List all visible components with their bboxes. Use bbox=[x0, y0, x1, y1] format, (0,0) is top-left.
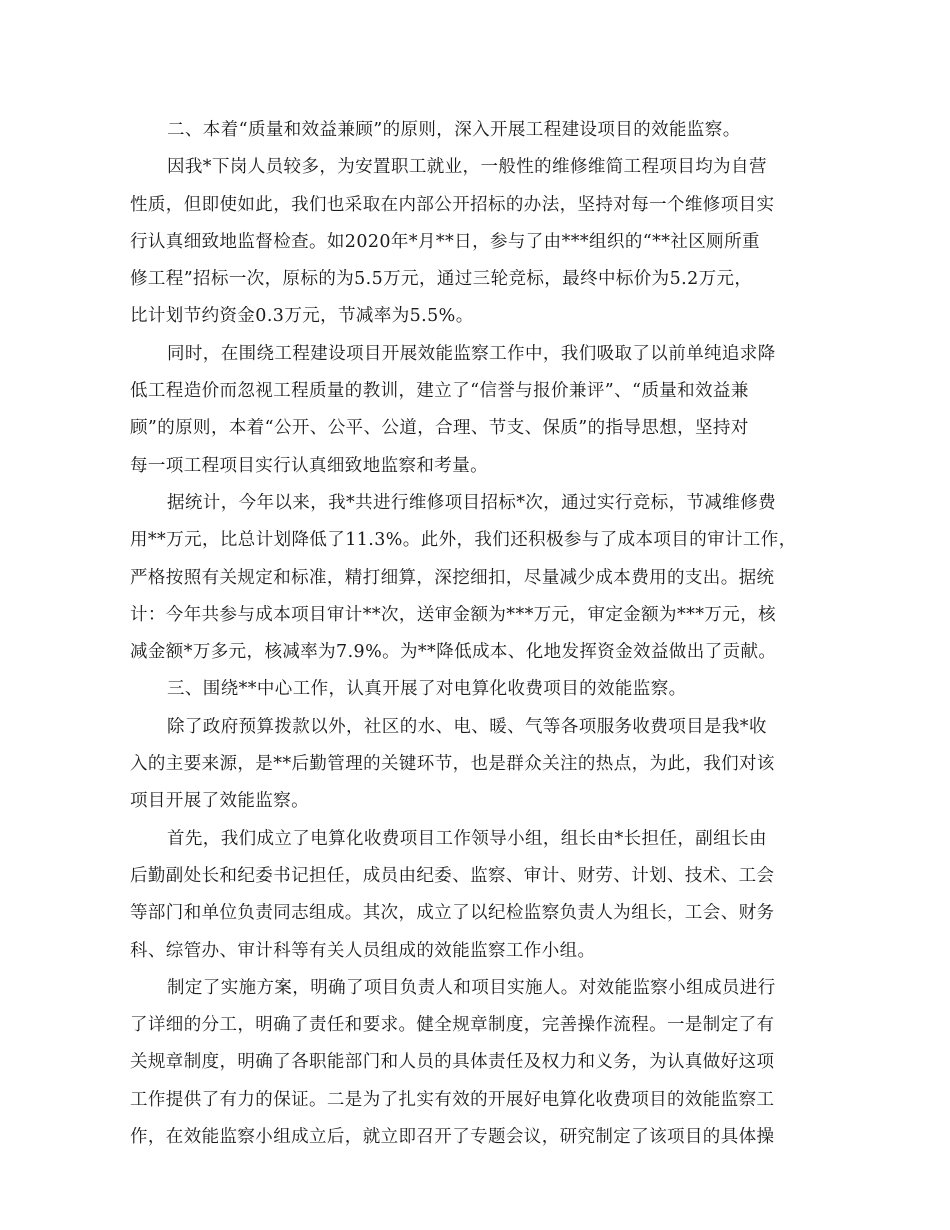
text-line: 项目开展了效能监察。 bbox=[130, 791, 309, 812]
text-line: 减金额*万多元，核减率为7.9%。为**降低成本、化地发挥资金效益做出了贡献。 bbox=[130, 642, 777, 663]
text-line: 每一项工程项目实行认真细致地监察和考量。 bbox=[130, 455, 488, 476]
text-line: 据统计，今年以来，我*共进行维修项目招标*次，通过实行竞标，节减维修费 bbox=[167, 492, 776, 513]
text-line: 行认真细致地监督检查。如2020年*月**日，参与了由***组织的“**社区厕所重 bbox=[130, 231, 760, 252]
text-line: 作，在效能监察小组成立后，就立即召开了专题会议，研究制定了该项目的具体操 bbox=[130, 1127, 775, 1148]
text-line: 首先，我们成立了电算化收费项目工作领导小组，组长由*长担任，副组长由 bbox=[167, 828, 767, 849]
text-line: 入的主要来源，是**后勤管理的关键环节，也是群众关注的热点，为此，我们对该 bbox=[130, 754, 775, 775]
text-line: 二、本着“质量和效益兼顾”的原则，深入开展工程建设项目的效能监察。 bbox=[167, 120, 741, 140]
text-line: 修工程”招标一次，原标的为5.5万元，通过三轮竞标，最终中标价为5.2万元， bbox=[130, 269, 753, 290]
text-line: 计：今年共参与成本项目审计**次，送审金额为***万元，审定金额为***万元，核 bbox=[130, 604, 776, 625]
text-line: 除了政府预算拨款以外，社区的水、电、暖、气等各项服务收费项目是我*收 bbox=[167, 716, 767, 737]
text-line: 顾”的原则，本着“公开、公平、公道，合理、节支、保质”的指导思想，坚持对 bbox=[130, 418, 749, 439]
text-line: 严格按照有关规定和标准，精打细算，深挖细扣，尽量减少成本费用的支出。据统 bbox=[130, 567, 775, 588]
text-line: 等部门和单位负责同志组成。其次，成立了以纪检监察负责人为组长，工会、财务 bbox=[130, 903, 775, 924]
text-line: 后勤副处长和纪委书记担任，成员由纪委、监察、审计、财劳、计划、技术、工会 bbox=[130, 865, 775, 886]
text-line: 三、围绕**中心工作，认真开展了对电算化收费项目的效能监察。 bbox=[167, 679, 687, 700]
text-line: 同时，在围绕工程建设项目开展效能监察工作中，我们吸取了以前单纯追求降 bbox=[167, 343, 776, 364]
document-body bbox=[130, 112, 820, 1156]
text-line: 了详细的分工，明确了责任和要求。健全规章制度，完善操作流程。一是制定了有 bbox=[130, 1015, 775, 1036]
text-line: 关规章制度，明确了各职能部门和人员的具体责任及权力和义务，为认真做好这项 bbox=[130, 1052, 775, 1073]
text-line: 用**万元，比总计划降低了11.3%。此外，我们还积极参与了成本项目的审计工作， bbox=[130, 530, 797, 551]
text-line: 因我*下岗人员较多，为安置职工就业，一般性的维修维简工程项目均为自营 bbox=[167, 157, 767, 178]
text-line: 低工程造价而忽视工程质量的教训，建立了“信誉与报价兼评”、“质量和效益兼 bbox=[130, 381, 749, 402]
text-line: 性质，但即使如此，我们也采取在内部公开招标的办法，坚持对每一个维修项目实 bbox=[130, 194, 775, 215]
text-line: 科、综管办、审计科等有关人员组成的效能监察工作小组。 bbox=[130, 940, 596, 961]
text-line: 比计划节约资金0.3万元，节减率为5.5%。 bbox=[130, 306, 474, 327]
text-line: 工作提供了有力的保证。二是为了扎实有效的开展好电算化收费项目的效能监察工 bbox=[130, 1089, 775, 1110]
text-line: 制定了实施方案，明确了项目负责人和项目实施人。对效能监察小组成员进行 bbox=[167, 977, 776, 998]
